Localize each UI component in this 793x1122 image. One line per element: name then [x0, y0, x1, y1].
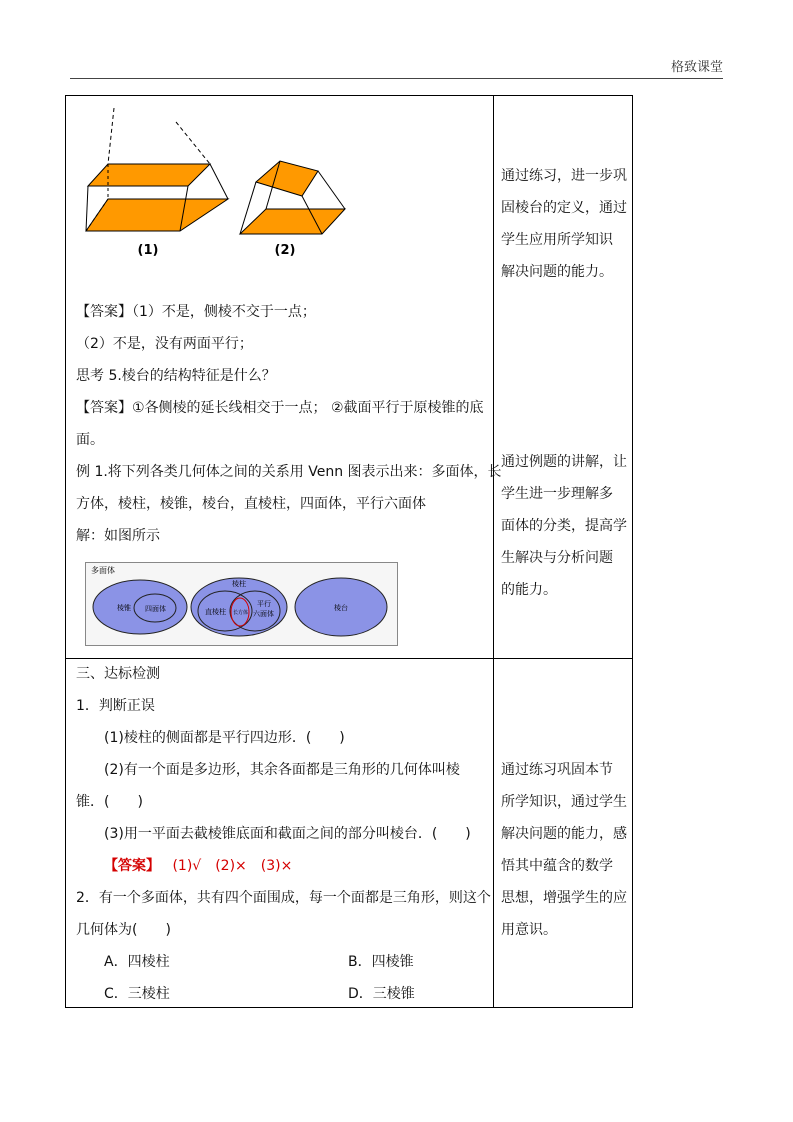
figure-2 [240, 161, 345, 258]
figure-1-label: (1) [137, 243, 159, 258]
answer-3-line2: 面。 [76, 432, 104, 448]
question-1a: (1)棱柱的侧面都是平行四边形．( ) [104, 730, 345, 746]
note-2-line: 生解决与分析问题 [501, 550, 613, 566]
question-2-line1: 2．有一个多面体，共有四个面围成，每一个面都是三角形，则这个 [76, 890, 491, 906]
venn-cuboid-label: 长方体 [233, 610, 249, 616]
note-2-line: 的能力。 [501, 582, 557, 598]
option-a: A．四棱柱 [104, 954, 170, 970]
option-b: B．四棱锥 [348, 954, 414, 970]
venn-para-label-2: 六面体 [253, 610, 274, 618]
note-3-line: 思想，增强学生的应 [501, 890, 627, 906]
answer-1: 【答案】（1）不是，侧棱不交于一点； [76, 304, 316, 320]
venn-diagram [85, 562, 398, 646]
answer-line [104, 850, 292, 882]
solution: 解：如图所示 [76, 528, 160, 544]
note-3-line: 所学知识，通过学生 [501, 794, 627, 810]
answer-3-line1: 【答案】①各侧棱的延长线相交于一点； ②截面平行于原棱锥的底 [76, 400, 484, 416]
venn-pyramid-label: 棱锥 [117, 604, 131, 612]
venn-right-prism-label: 直棱柱 [205, 608, 226, 616]
note-2 [501, 446, 627, 606]
venn-prism-label: 棱柱 [232, 580, 246, 588]
note-1-line: 学生应用所学知识 [501, 232, 613, 248]
note-2-line: 面体的分类，提高学 [501, 518, 627, 534]
note-1-line: 通过练习，进一步巩 [501, 168, 627, 184]
note-3-line: 通过练习巩固本节 [501, 762, 613, 778]
header-divider [70, 78, 723, 79]
option-d: D．三棱锥 [348, 986, 415, 1002]
note-1-line: 解决问题的能力。 [501, 264, 613, 280]
note-3 [501, 754, 627, 946]
frustum-figures [80, 104, 360, 264]
question-1c: (3)用一平面去截棱锥底面和截面之间的部分叫棱台．( ) [104, 826, 471, 842]
example-1-line1: 例 1.将下列各类几何体之间的关系用 Venn 图表示出来：多面体，长 [76, 464, 502, 480]
note-3-line: 解决问题的能力，感 [501, 826, 627, 842]
think-5: 思考 5.棱台的结构特征是什么？ [76, 368, 276, 384]
example-1-line2: 方体，棱柱，棱锥，棱台，直棱柱，四面体，平行六面体 [76, 496, 426, 512]
lesson-table [65, 95, 633, 1008]
note-3-line: 悟其中蕴含的数学 [501, 858, 613, 874]
answer-2: （2）不是，没有两面平行； [76, 336, 253, 352]
figure-1 [86, 108, 228, 258]
venn-frustum-label: 棱台 [334, 604, 348, 612]
answer-label: 【答案】 [104, 858, 160, 874]
note-3-line: 用意识。 [501, 922, 557, 938]
venn-para-label-1: 平行 [257, 600, 271, 608]
note-1 [501, 160, 627, 288]
question-1b-line1: (2)有一个面是多边形，其余各面都是三角形的几何体叫棱 [104, 762, 460, 778]
figure-2-label: (2) [274, 243, 296, 258]
note-1-line: 固棱台的定义，通过 [501, 200, 627, 216]
question-1b-line2: 锥．( ) [76, 794, 143, 810]
answer-values: (1)√ (2)× (3)× [172, 858, 293, 874]
venn-title: 多面体 [91, 566, 115, 575]
question-1: 1．判断正误 [76, 698, 155, 714]
option-c: C．三棱柱 [104, 986, 170, 1002]
venn-pyramid [93, 580, 187, 634]
section-3-title: 三、达标检测 [76, 666, 160, 682]
venn-tetra-label: 四面体 [145, 605, 166, 613]
question-2-line2: 几何体为( ) [76, 922, 171, 938]
header-brand: 格致课堂 [670, 60, 723, 75]
column-divider [493, 96, 494, 1007]
note-2-line: 学生进一步理解多 [501, 486, 613, 502]
note-2-line: 通过例题的讲解，让 [501, 454, 627, 470]
